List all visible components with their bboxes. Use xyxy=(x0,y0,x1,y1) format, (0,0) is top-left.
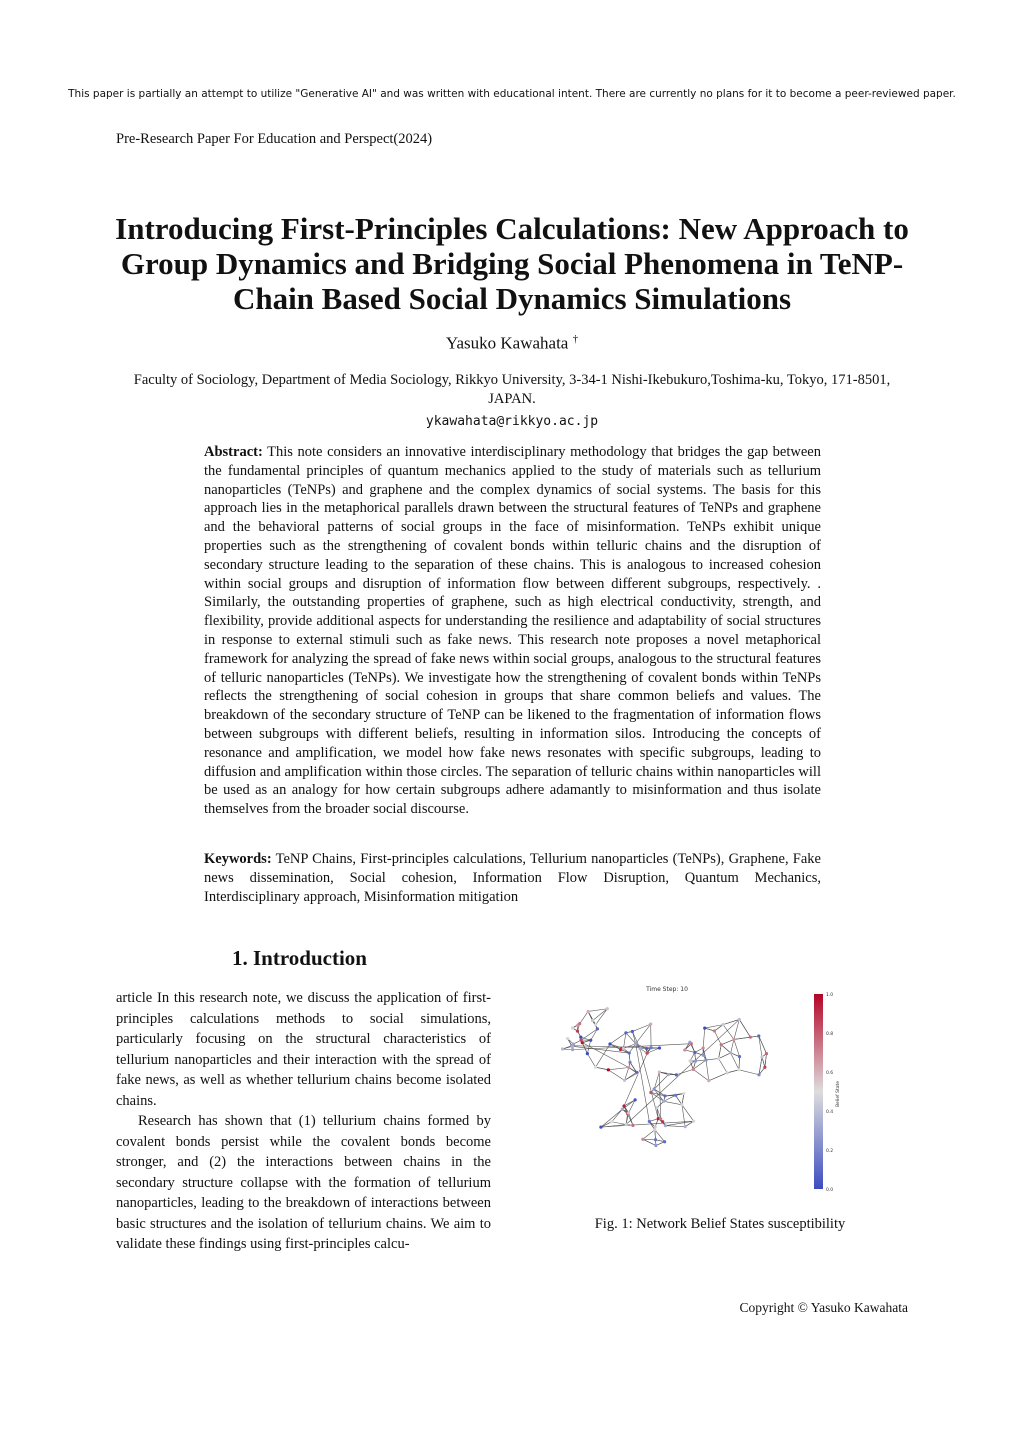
network-edge xyxy=(581,1029,597,1040)
network-node xyxy=(726,1071,729,1074)
network-edge xyxy=(623,1033,625,1049)
network-edge xyxy=(693,1069,709,1080)
network-node xyxy=(667,1073,670,1076)
network-node xyxy=(649,1091,652,1094)
network-edge xyxy=(682,1093,684,1104)
network-edge xyxy=(636,1044,650,1122)
colorbar-tick: 1.0 xyxy=(826,993,834,998)
network-node xyxy=(663,1140,666,1143)
network-node xyxy=(606,1007,609,1010)
network-node xyxy=(561,1047,564,1050)
network-node xyxy=(654,1144,657,1147)
network-edge xyxy=(612,1109,623,1122)
network-node xyxy=(599,1126,602,1129)
network-edge xyxy=(721,1045,730,1053)
network-node xyxy=(749,1036,752,1039)
network-node xyxy=(654,1138,657,1141)
network-node xyxy=(760,1055,763,1058)
network-node xyxy=(596,1027,599,1030)
network-edge xyxy=(765,1054,767,1068)
colorbar-tick: 0.2 xyxy=(826,1149,834,1154)
colorbar-tick: 0.0 xyxy=(826,1188,834,1193)
network-node xyxy=(732,1038,735,1041)
intro-paragraph-2: Research has shown that (1) tellurium chains formed by covalent bonds persist while the covalent bonds become stronger, and (2) the interactions between chains in the secondary structure collapse with the formation of tellurium nanoparticles, leading to the breakdown of interactions between basic structures and the isolation of tellurium chains. We aim to validate these findings using first-principles calcu- xyxy=(116,1113,491,1252)
network-node xyxy=(757,1073,760,1076)
network-node xyxy=(737,1068,740,1071)
network-node xyxy=(757,1034,760,1037)
network-edge xyxy=(703,1028,705,1048)
network-edge xyxy=(731,1039,734,1052)
network-edge xyxy=(664,1101,682,1105)
network-edge xyxy=(739,1070,759,1075)
network-node xyxy=(729,1051,732,1054)
running-head: Pre-Research Paper For Education and Perspect(2024) xyxy=(116,131,433,147)
network-node xyxy=(622,1104,625,1107)
network-node xyxy=(649,1046,652,1049)
network-edge xyxy=(587,1054,595,1068)
network-edge xyxy=(596,1044,610,1067)
colorbar-tick: 0.8 xyxy=(826,1032,834,1037)
network-node xyxy=(634,1042,637,1045)
keywords-label: Keywords: xyxy=(204,851,272,867)
network-node xyxy=(658,1046,661,1049)
author-email[interactable]: ykawahata@rikkyo.ac.jp xyxy=(425,414,599,429)
network-node xyxy=(594,1023,597,1026)
network-node xyxy=(763,1066,766,1069)
colorbar-tick: 0.4 xyxy=(826,1110,834,1115)
network-node xyxy=(661,1120,664,1123)
disclaimer-note: This paper is partially an attempt to utilize "Generative AI" and was written with educational intent. There are currently no plans for it to become a peer-reviewed paper. xyxy=(68,88,956,100)
network-edge xyxy=(612,1122,626,1125)
network-node xyxy=(692,1120,695,1123)
abstract-text: This note considers an innovative interdisciplinary methodology that bridges the gap between the fundamental principles of quantum mechanics applied to the study of materials such as tellurium nanoparticles (TeNPs) and graphene and the complex dynamics of social systems. The basis for this approach lies in the metaphorical parallels drawn between the structural features of TeNPs and graphene and the behavioral patterns of social groups in the face of misinformation. TeNPs exhibit unique properties such as the strengthening of covalent bonds within telluric chains and the disruption of secondary structure leading to the separation of these chains. This is analogous to increased cohesion within social groups and disruption of information flow between different subgroups, respectively. . Similarly, the outstanding properties of graphene, such as high electrical conductivity, strength, and flexibility, provide additional aspects for understanding the resilience and adaptability of social structures in response to external stimuli such as fake news. This research note proposes a novel metaphorical framework for analyzing the spread of fake news within social groups, analogous to the structural features of telluric nanoparticles (TeNPs). We investigate how the strengthening of covalent bonds within TeNPs reflects the strengthening of social cohesion in groups that share common beliefs and values. The breakdown of the secondary structure of TeNP can be likened to the fragmentation of information flows between subgroups with different beliefs, resulting in information silos. Introducing the concepts of resonance and amplification, we model how fake news resonates with specific subgroups, leading to diffusion and amplification within those circles. The separation of telluric chains within nanoparticles will be used as an analogy for how certain subgroups adhere adamantly to misinformation and thus isolate themselves from the broader social discourse. xyxy=(204,444,821,818)
network-node xyxy=(571,1048,574,1051)
network-node xyxy=(619,1048,622,1051)
network-edge xyxy=(739,1019,750,1037)
network-node xyxy=(713,1029,716,1032)
network-node xyxy=(765,1052,768,1055)
network-node xyxy=(634,1098,637,1101)
colorbar-label: Belief State xyxy=(836,1080,841,1108)
author-mark: † xyxy=(572,333,579,345)
network-edge xyxy=(759,1057,762,1075)
network-edge xyxy=(727,1070,739,1073)
network-node xyxy=(646,1052,649,1055)
network-node xyxy=(627,1066,630,1069)
network-node xyxy=(688,1059,691,1062)
abstract-label: Abstract: xyxy=(204,444,263,460)
network-edge xyxy=(723,1025,734,1040)
network-edge xyxy=(721,1039,734,1044)
network-node xyxy=(653,1128,656,1131)
network-node xyxy=(717,1057,720,1060)
network-edge xyxy=(706,1059,719,1060)
network-node xyxy=(624,1123,627,1126)
keywords-text: TeNP Chains, First-principles calculations, Tellurium nanoparticles (TeNPs), Graphene, Fake news dissemination, Social cohesion, Information Flow Disruption, Quantum Mechanics, Interdisciplinary approach, Misinformation mitigation xyxy=(204,851,821,905)
network-node xyxy=(580,1039,583,1042)
network-node xyxy=(608,1042,611,1045)
network-edge xyxy=(719,1045,722,1059)
figure-caption: Fig. 1: Network Belief States susceptibility xyxy=(594,1216,846,1232)
network-node xyxy=(688,1041,691,1044)
author-line xyxy=(0,333,1024,354)
network-edge xyxy=(643,1130,655,1140)
network-edge xyxy=(734,1037,751,1039)
network-node xyxy=(645,1047,648,1050)
network-edge xyxy=(714,1031,721,1045)
network-edge xyxy=(734,1039,740,1056)
network-node xyxy=(680,1103,683,1106)
network-node xyxy=(571,1026,574,1029)
network-node xyxy=(704,1058,707,1061)
network-node xyxy=(654,1125,657,1128)
network-edge xyxy=(608,1070,624,1081)
network-node xyxy=(627,1111,630,1114)
network-edge xyxy=(709,1073,727,1081)
network-node xyxy=(662,1100,665,1103)
network-edge xyxy=(591,1029,598,1040)
network-edge xyxy=(731,1053,739,1070)
network-edge xyxy=(624,1053,647,1106)
network-node xyxy=(576,1030,579,1033)
network-node xyxy=(720,1043,723,1046)
network-node xyxy=(628,1051,631,1054)
network-node xyxy=(572,1042,575,1045)
network-node xyxy=(579,1036,582,1039)
network-node xyxy=(610,1120,613,1123)
paper-title: Introducing First-Principles Calculations: New Approach to Group Dynamics and Bridging Social Phenomena in TeNP-Chain Based Social Dynamics Simulations xyxy=(115,211,909,316)
network-edge xyxy=(608,1067,628,1069)
network-node xyxy=(692,1068,695,1071)
network-edge xyxy=(762,1057,765,1067)
section-heading: 1. Introduction xyxy=(232,946,367,970)
intro-paragraph-1: article In this research note, we discuss the application of first-principles calculations methods to social simulations, particularly focusing on the structural characteristics of tellurium nanoparticles and their interaction with the spread of fake news, as well as whether tellurium chains become isolated chains. xyxy=(116,990,491,1109)
network-edge xyxy=(719,1053,731,1059)
network-edge xyxy=(706,1060,709,1081)
keywords xyxy=(204,850,821,906)
network-node xyxy=(622,1047,625,1050)
network-node xyxy=(694,1059,697,1062)
network-node xyxy=(703,1026,706,1029)
plot-title: Time Step: 10 xyxy=(646,986,688,993)
network-node xyxy=(702,1046,705,1049)
network-node xyxy=(638,1047,641,1050)
network-node xyxy=(653,1088,656,1091)
affiliation: Faculty of Sociology, Department of Media Sociology, Rikkyo University, 3-34-1 Nishi-Ikebukuro,Toshima-ku, Tokyo, 171-8501, JAPAN. xyxy=(133,372,891,407)
network-node xyxy=(684,1125,687,1128)
network-node xyxy=(635,1071,638,1074)
network-node xyxy=(631,1030,634,1033)
network-edge xyxy=(659,1072,660,1119)
network-node xyxy=(591,1019,594,1022)
network-node xyxy=(738,1018,741,1021)
network-edge xyxy=(625,1072,637,1080)
network-node xyxy=(641,1138,644,1141)
network-node xyxy=(589,1039,592,1042)
network-node xyxy=(682,1092,685,1095)
network-edge xyxy=(734,1019,739,1039)
network-node xyxy=(624,1031,627,1034)
network-node xyxy=(621,1108,624,1111)
network-node xyxy=(658,1070,661,1073)
network-edge xyxy=(665,1126,685,1127)
network-node xyxy=(664,1124,667,1127)
network-node xyxy=(693,1051,696,1054)
network-node xyxy=(628,1061,631,1064)
colorbar xyxy=(814,994,823,1189)
network-edge xyxy=(643,1139,656,1145)
network-node xyxy=(649,1023,652,1026)
network-edge xyxy=(719,1059,728,1073)
network-edge xyxy=(610,1033,626,1044)
network-node xyxy=(586,1010,589,1013)
network-edge xyxy=(596,1067,609,1070)
network-plot xyxy=(545,982,865,1197)
network-node xyxy=(623,1079,626,1082)
abstract xyxy=(204,443,821,819)
network-node xyxy=(675,1073,678,1076)
network-edge xyxy=(676,1095,682,1105)
network-edge xyxy=(588,1011,596,1024)
network-node xyxy=(702,1054,705,1057)
network-node xyxy=(631,1124,634,1127)
network-node xyxy=(738,1055,741,1058)
network-node xyxy=(607,1068,610,1071)
network-node xyxy=(707,1079,710,1082)
network-node xyxy=(659,1117,662,1120)
network-edge xyxy=(601,1109,622,1127)
network-node xyxy=(586,1052,589,1055)
network-node xyxy=(721,1023,724,1026)
network-node xyxy=(674,1094,677,1097)
network-node xyxy=(578,1022,581,1025)
colorbar-tick: 0.6 xyxy=(826,1071,834,1076)
network-edge xyxy=(739,1057,740,1070)
network-node xyxy=(663,1094,666,1097)
network-node xyxy=(648,1120,651,1123)
network-edge xyxy=(682,1105,685,1127)
network-edge xyxy=(580,1011,588,1023)
network-figure xyxy=(545,982,865,1197)
network-node xyxy=(566,1037,569,1040)
network-node xyxy=(683,1048,686,1051)
network-node xyxy=(655,1106,658,1109)
copyright: Copyright © Yasuko Kawahata xyxy=(739,1300,908,1315)
author-name: Yasuko Kawahata xyxy=(445,333,569,353)
intro-body xyxy=(116,988,491,1255)
network-node xyxy=(594,1066,597,1069)
